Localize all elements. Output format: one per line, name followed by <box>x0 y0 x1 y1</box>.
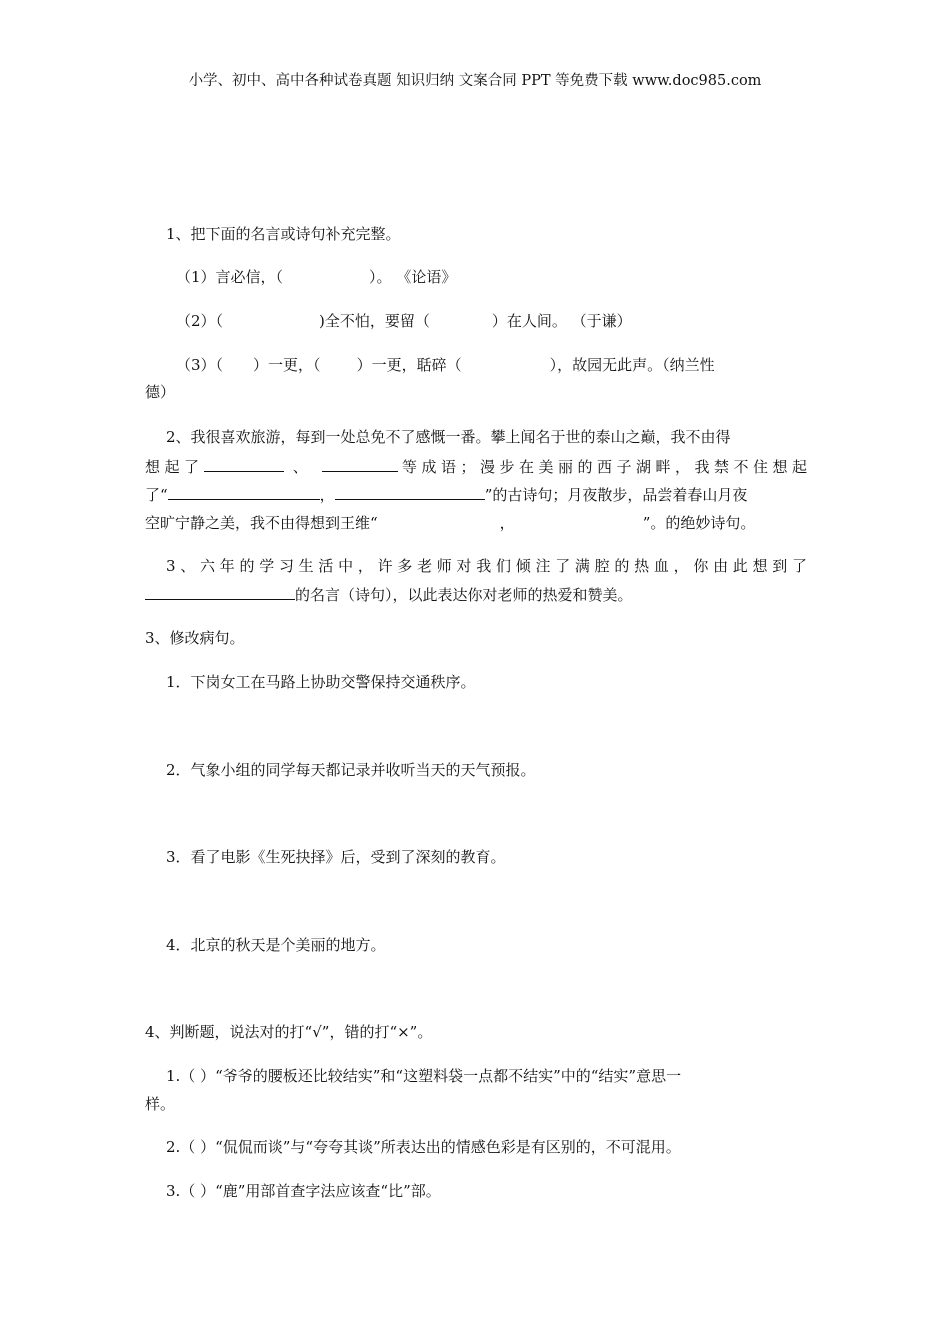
section2-line1: 2、我很喜欢旅游，每到一处总免不了感慨一番。攀上闻名于世的泰山之巅，我不由得 <box>166 428 731 446</box>
judge-item-3: 3.（ ）“鹿”用部首查字法应该查“比”部。 <box>166 1182 441 1200</box>
q3-line <box>176 354 715 375</box>
section5-title: 4、判断题，说法对的打“√”，错的打“×”。 <box>145 1023 433 1041</box>
teacher-quote-blank[interactable] <box>145 585 295 600</box>
q3-part-c: ）一更，聒碎（ <box>356 356 462 374</box>
sentence-item-4: 4．北京的秋天是个美丽的地方。 <box>166 936 386 954</box>
section3-line2-text: 的名言（诗句），以此表达你对老师的热爱和赞美。 <box>295 586 633 604</box>
q3-part-b: ）一更，（ <box>253 356 321 374</box>
section2-line3-b: ， <box>319 486 335 504</box>
section2-line2-b: 、 <box>292 458 313 476</box>
q2-part-b: )全不怕，要留（ <box>319 312 430 330</box>
q1-part-a: （1）言必信，（ <box>176 268 284 286</box>
poem-blank-2[interactable] <box>335 485 485 500</box>
section2-line4-c: ”。的绝妙诗句。 <box>642 514 756 532</box>
section3-line1: 3、六年的学习生活中，许多老师对我们倾注了满腔的热血，你由此想到了 <box>166 557 807 575</box>
judge-item-1: 1.（ ）“爷爷的腰板还比较结实”和“这塑料袋一点都不结实”中的“结实”意思一 <box>166 1067 682 1085</box>
idiom-blank-2[interactable] <box>322 457 398 472</box>
q1-line <box>176 266 456 287</box>
section1-title: 1、把下面的名言或诗句补充完整。 <box>166 225 401 243</box>
judge-item-1-cont: 样。 <box>145 1095 176 1113</box>
sentence-item-1: 1．下岗女工在马路上协助交警保持交通秩序。 <box>166 673 476 691</box>
section2-line2 <box>145 456 807 477</box>
poem-blank-1[interactable] <box>168 485 320 500</box>
q1-part-b: ）。 《论语》 <box>369 268 457 286</box>
section2-line2-a: 想起了 <box>145 458 204 476</box>
q3-line-cont: 德） <box>145 383 176 401</box>
section2-line4-b: ， <box>499 514 515 532</box>
section2-line2-c: 等成语；漫步在美丽的西子湖畔，我禁不住想起 <box>397 458 807 476</box>
page-header: 小学、初中、高中各种试卷真题 知识归纳 文案合同 PPT 等免费下载 www.doc985.com <box>188 73 762 89</box>
idiom-blank-1[interactable] <box>204 457 284 472</box>
section2-line4 <box>145 512 755 533</box>
section4-title: 3、修改病句。 <box>145 629 245 647</box>
section2-line3-a: 了“ <box>145 486 168 504</box>
q3-part-d: ），故园无此声。（纳兰性 <box>549 356 715 374</box>
q2-part-a: （2）（ <box>176 312 224 330</box>
sentence-item-2: 2．气象小组的同学每天都记录并收听当天的天气预报。 <box>166 761 536 779</box>
section3-line2 <box>145 584 633 605</box>
section2-line3 <box>145 484 747 505</box>
q3-part-a: （3）（ <box>176 356 224 374</box>
sentence-item-3: 3．看了电影《生死抉择》后，受到了深刻的教育。 <box>166 848 506 866</box>
section2-line4-a: 空旷宁静之美，我不由得想到王维“ <box>145 514 378 532</box>
q2-line <box>176 310 632 331</box>
judge-item-2: 2.（ ）“侃侃而谈”与“夸夸其谈”所表达出的情感色彩是有区别的，不可混用。 <box>166 1138 681 1156</box>
section2-line3-c: ”的古诗句；月夜散步，品尝着春山月夜 <box>484 486 748 504</box>
q2-part-c: ）在人间。 （于谦） <box>491 312 632 330</box>
